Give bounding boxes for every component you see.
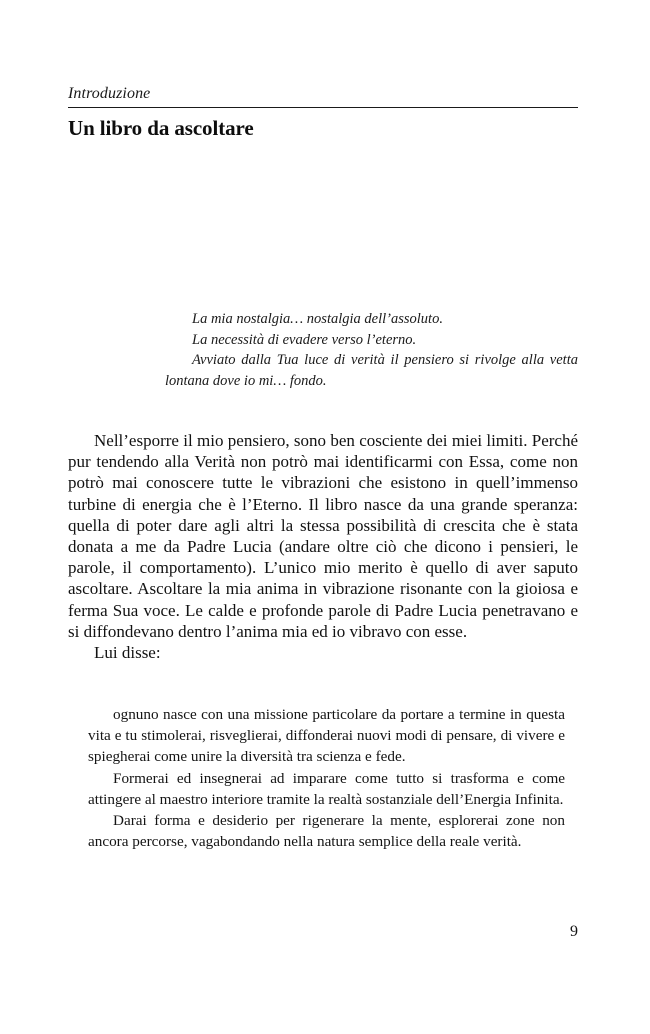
- quotation-paragraph: Darai forma e desiderio per rigenerare la mente, esplorerai zone non ancora percorse, vagabondando nella natura semplice della reale verità.: [88, 812, 565, 851]
- page-number: 9: [570, 923, 578, 940]
- quotation-block: [88, 704, 565, 852]
- running-head: Introduzione: [68, 85, 151, 102]
- epigraph-line: La necessità di evadere verso l’eterno.: [192, 331, 417, 348]
- epigraph: [165, 309, 578, 391]
- chapter-title: Un libro da ascoltare: [68, 116, 254, 140]
- quotation-paragraph: Formerai ed insegnerai ad imparare come tutto si trasforma e come attingere al maestro interiore tramite la realtà sostanziale dell’Energia Infinita.: [88, 769, 565, 808]
- epigraph-line: Avviato dalla Tua luce di verità il pensiero si rivolge alla vetta lontana dove io mi… fondo.: [165, 352, 578, 389]
- body-paragraph: Lui disse:: [94, 643, 161, 663]
- body-paragraph: Nell’esporre il mio pensiero, sono ben cosciente dei miei limiti. Perché pur tendendo alla Verità non potrò mai identificarmi con Essa, come non potrò mai conoscere tutte le vibrazioni che esistono in quell’immenso turbine di energia che è l’Eterno. Il libro nasce da una grande speranza: quella di poter dare agli altri la stessa possibilità di crescita che è stata donata a me da Padre Lucia (andare oltre ciò che dicono i pensieri, le parole, il comportamento). L’unico mio merito è quello di aver saputo ascoltare. Ascoltare la mia anima in vibrazione risonante con la gioiosa e ferma Sua voce. Le calde e profonde parole di Padre Lucia penetravano e si diffondevano dentro l’anima mia ed io vibravo con esse.: [68, 431, 578, 641]
- page-header: [68, 84, 578, 141]
- header-rule: [68, 107, 578, 108]
- quotation-paragraph: ognuno nasce con una missione particolare da portare a termine in questa vita e tu stimolerai, risveglierai, diffonderai nuovi modi di pensare, di vivere e spiegherai come unire la diversità tra scienza e fede.: [88, 706, 565, 766]
- body-text: [68, 430, 578, 663]
- epigraph-line: La mia nostalgia… nostalgia dell’assoluto.: [192, 311, 443, 327]
